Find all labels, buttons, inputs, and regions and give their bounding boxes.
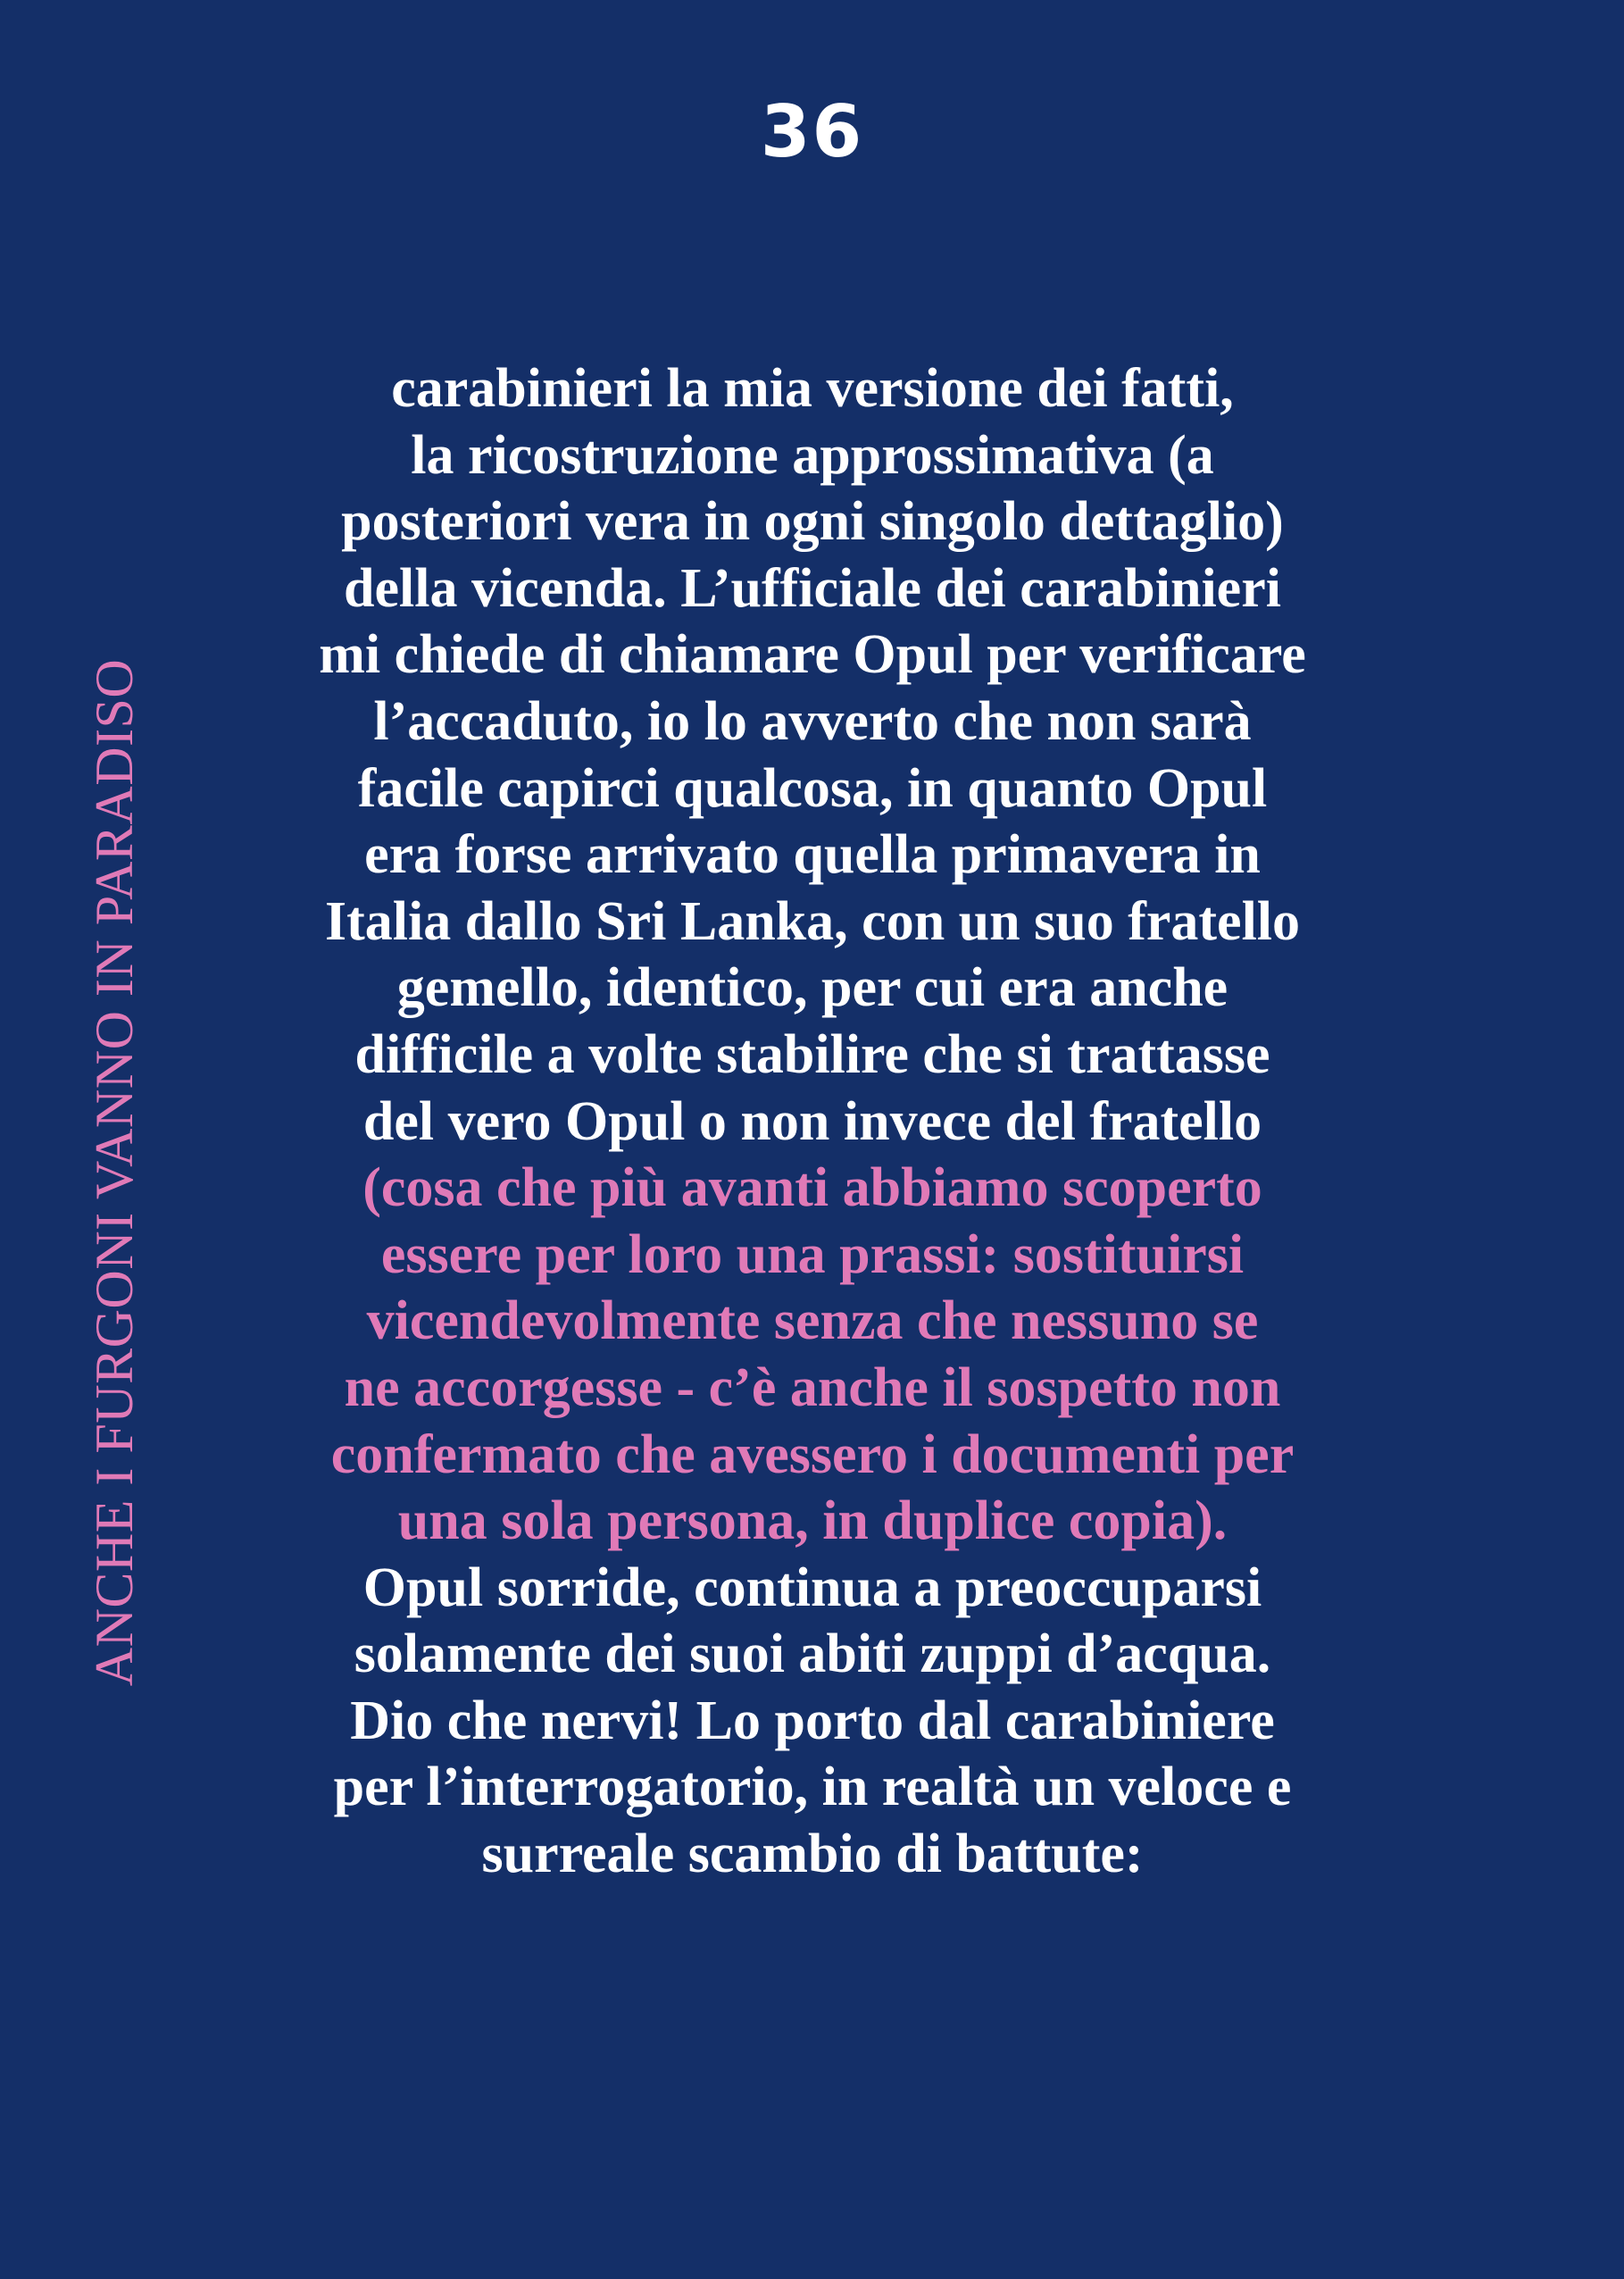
body-line: era forse arrivato quella primavera in xyxy=(364,824,1261,886)
body-line-highlighted: una sola persona, in duplice copia). xyxy=(397,1490,1228,1552)
body-text xyxy=(201,355,1424,1888)
body-line-highlighted: essere per loro una prassi: sostituirsi xyxy=(380,1223,1245,1285)
body-line: posteriori vera in ogni singolo dettaglio) xyxy=(341,491,1284,553)
body-line: l’accaduto, io lo avverto che non sarà xyxy=(373,690,1252,752)
body-line: mi chiede di chiamare Opul per verificare xyxy=(319,624,1306,686)
body-line-highlighted: confermato che avessero i documenti per xyxy=(330,1423,1295,1485)
body-line: della vicenda. L’ufficiale dei carabinieri xyxy=(344,557,1281,619)
body-line: Opul sorride, continua a preoccuparsi xyxy=(362,1557,1262,1618)
body-line: per l’interrogatorio, in realtà un veloce e xyxy=(333,1757,1292,1818)
body-line: del vero Opul o non invece del fratello xyxy=(362,1090,1262,1152)
body-line: surreale scambio di battute: xyxy=(481,1824,1144,1885)
body-line: solamente dei suoi abiti zuppi d’acqua. xyxy=(354,1624,1271,1685)
page-number: 36 xyxy=(760,90,864,173)
running-title: ANCHE I FURGONI VANNO IN PARADISO xyxy=(85,658,144,1687)
body-line-highlighted: ne accorgesse - c’è anche il sospetto non xyxy=(344,1357,1281,1418)
body-line: difficile a volte stabilire che si trattasse xyxy=(354,1023,1270,1085)
body-line: gemello, identico, per cui era anche xyxy=(396,957,1228,1019)
body-line: facile capirci qualcosa, in quanto Opul xyxy=(357,757,1268,819)
body-line-highlighted: vicendevolmente senza che nessuno se xyxy=(366,1290,1259,1352)
body-line: Italia dallo Sri Lanka, con un suo fratello xyxy=(324,890,1301,952)
body-line: carabinieri la mia versione dei fatti, xyxy=(391,358,1234,419)
body-line: la ricostruzione approssimativa (a xyxy=(411,424,1214,486)
body-line: Dio che nervi! Lo porto dal carabiniere xyxy=(350,1690,1275,1751)
body-line-highlighted: (cosa che più avanti abbiamo scoperto xyxy=(362,1157,1262,1219)
